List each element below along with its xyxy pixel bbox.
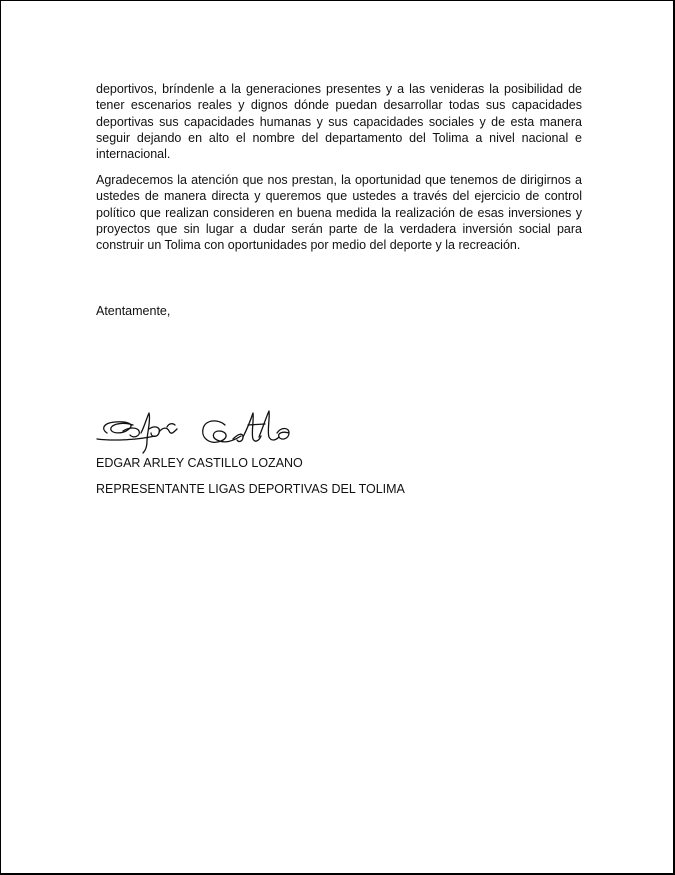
signer-name: EDGAR ARLEY CASTILLO LOZANO: [96, 456, 303, 470]
body-paragraph-2: [96, 172, 582, 253]
paragraph-text: Agradecemos la atención que nos prestan, la oportunidad que tenemos de dirigirnos a ustedes de manera directa y queremos que ustedes a través del ejercicio de control político que realizan consideren en buena medida la realización de esas inversiones y proyectos que sin lugar a dudar serán parte de la verdadera inversión social para construir un Tolima con oportunidades por medio del deporte y la recreación.: [96, 173, 582, 253]
paragraph-text: deportivos, bríndenle a la generaciones presentes y a las venideras la posibilidad de tener escenarios reales y dignos dónde puedan desarrollar todas sus capacidades deportivas sus capacidades humanas y sus capacidades sociales y de esta manera seguir dejando en alto el nombre del departamento del Tolima a nivel nacional e internacional.: [96, 82, 582, 162]
closing-salutation: Atentamente,: [96, 304, 171, 318]
body-paragraph-1: [96, 81, 582, 162]
handwritten-signature: [93, 403, 303, 455]
signer-title: REPRESENTANTE LIGAS DEPORTIVAS DEL TOLIMA: [96, 482, 405, 496]
